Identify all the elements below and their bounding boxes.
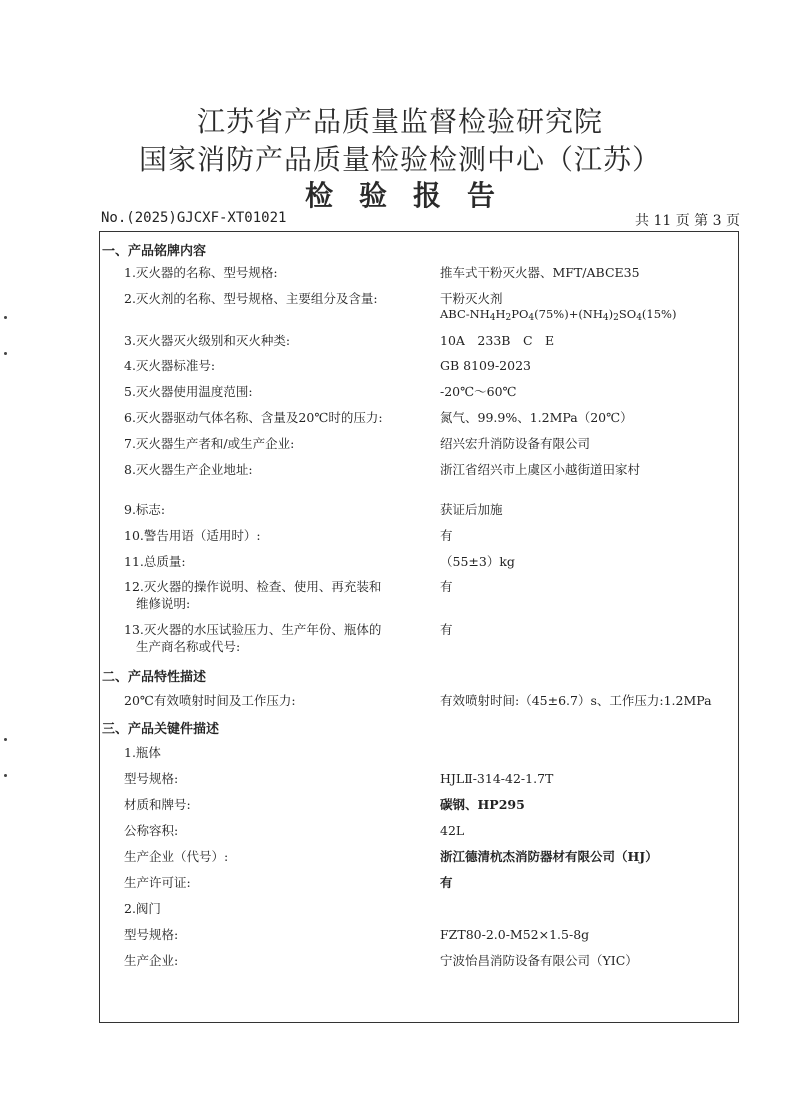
field-label: 生产许可证:: [124, 875, 191, 890]
field-label-continued: 维修说明:: [136, 596, 191, 611]
field-value: 宁波怡昌消防设备有限公司（YIC）: [440, 953, 638, 968]
field-label: 13.灭火器的水压试验压力、生产年份、瓶体的: [124, 622, 382, 637]
field-value: -20℃～60℃: [440, 384, 517, 399]
institute-name: 江苏省产品质量监督检验研究院: [196, 105, 603, 138]
field-label-continued: 生产商名称或代号:: [136, 639, 241, 654]
page-indicator: 共 11 页 第 3 页: [635, 213, 740, 229]
field-label: 9.标志:: [124, 502, 166, 517]
field-value: 绍兴宏升消防设备有限公司: [440, 436, 591, 451]
report-number: No.(2025)GJCXF-XT01021: [101, 210, 287, 226]
field-value: 氮气、99.9%、1.2MPa（20℃）: [440, 410, 633, 425]
field-value: 推车式干粉灭火器、MFT/ABCE35: [440, 265, 640, 280]
section-title-key-parts: 三、产品关键件描述: [102, 722, 220, 737]
field-value: 浙江省绍兴市上虞区小越街道田家村: [440, 462, 641, 477]
field-value: HJLⅡ-314-42-1.7T: [440, 771, 554, 786]
field-value: 42L: [440, 823, 465, 838]
field-value: 有: [440, 528, 453, 543]
field-value: 获证后加施: [440, 502, 503, 517]
field-value: FZT80-2.0-M52×1.5-8g: [440, 927, 590, 942]
field-label: 型号规格:: [124, 927, 179, 942]
field-value: 10A 233B C E: [440, 333, 555, 348]
field-value: 有: [440, 875, 453, 890]
field-label: 5.灭火器使用温度范围:: [124, 384, 253, 399]
field-label: 生产企业:: [124, 953, 179, 968]
center-name: 国家消防产品质量检验检测中心（江苏）: [138, 143, 661, 176]
field-value: 干粉灭火剂: [440, 291, 503, 306]
field-label: 20℃有效喷射时间及工作压力:: [124, 693, 296, 708]
field-value: 有: [440, 622, 453, 637]
field-label: 12.灭火器的操作说明、检查、使用、再充装和: [124, 579, 382, 594]
field-label: 10.警告用语（适用时）:: [124, 528, 261, 543]
agent-composition: ABC-$NH_4H_2PO_4(75\%)+(NH_4)_2SO_4(15\%)$: [440, 307, 677, 323]
field-label: 6.灭火器驱动气体名称、含量及20℃时的压力:: [124, 410, 383, 425]
field-label: 2.灭火剂的名称、型号规格、主要组分及含量:: [124, 291, 378, 306]
field-value: （55±3）kg: [440, 554, 515, 569]
section-title-characteristics: 二、产品特性描述: [102, 670, 207, 685]
margin-mark: [4, 352, 7, 355]
field-label: 1.灭火器的名称、型号规格:: [124, 265, 278, 280]
field-label: 生产企业（代号）:: [124, 849, 229, 864]
field-label: 7.灭火器生产者和/或生产企业:: [124, 436, 295, 451]
margin-mark: [4, 774, 7, 777]
field-value: 碳钢、HP295: [440, 797, 525, 812]
subsection-title-bottle: 1.瓶体: [124, 745, 161, 760]
field-value: 有: [440, 579, 453, 594]
field-label: 材质和牌号:: [124, 797, 191, 812]
field-label: 11.总质量:: [124, 554, 186, 569]
margin-mark: [4, 316, 7, 319]
field-value: 有效喷射时间:（45±6.7）s、工作压力:1.2MPa: [440, 693, 712, 708]
field-label: 型号规格:: [124, 771, 179, 786]
field-label: 8.灭火器生产企业地址:: [124, 462, 253, 477]
subsection-title-valve: 2.阀门: [124, 901, 161, 916]
margin-mark: [4, 738, 7, 741]
field-value: 浙江德清杭杰消防器材有限公司（HJ）: [440, 849, 658, 864]
report-title: 检验报告: [304, 179, 521, 212]
section-title-nameplate: 一、产品铭牌内容: [102, 244, 207, 259]
field-label: 3.灭火器灭火级别和灭火种类:: [124, 333, 291, 348]
field-label: 公称容积:: [124, 823, 179, 838]
field-label: 4.灭火器标准号:: [124, 358, 216, 373]
field-value: GB 8109-2023: [440, 358, 531, 373]
